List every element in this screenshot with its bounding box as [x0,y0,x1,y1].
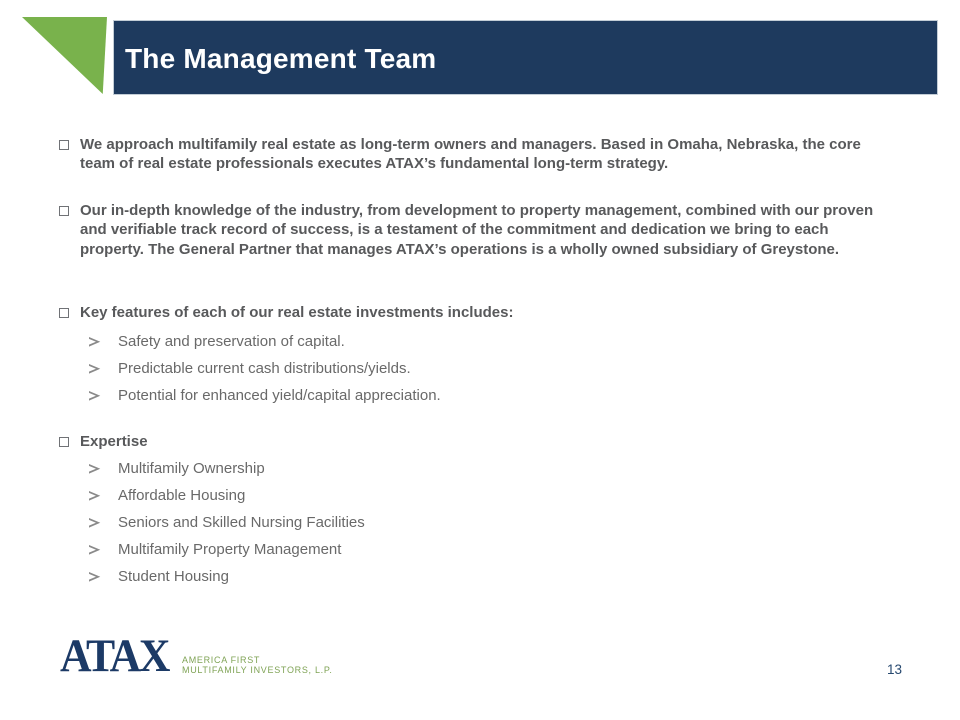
bullet-text: Expertise [80,433,148,450]
square-bullet-icon [59,206,69,216]
arrow-bullet-icon [89,463,101,474]
bullet-group-knowledge [56,201,884,259]
logo-subtitle-line2: MULTIFAMILY INVESTORS, L.P. [182,664,333,675]
corner-accent-triangle-icon [22,17,107,94]
bullet-item [56,135,884,174]
bullet-group-key-features [56,303,884,409]
list-item [56,509,884,536]
list-item [56,563,884,590]
sub-bullet-text: Predictable current cash distributions/yields. [118,360,411,378]
sub-bullet-text: Seniors and Skilled Nursing Facilities [118,514,365,532]
list-item [56,482,884,509]
bullet-item [56,432,884,451]
atax-logo: ATAX [60,630,169,682]
logo-subtitle-line1: AMERICA FIRST [182,655,261,665]
bullet-text: Our in-depth knowledge of the industry, from development to property management, combined with our proven and verifiable track record of success, is a testament of the commitment and dedication we bring to each property. The General Partner that manages ATAX’s operations is a wholly owned subsidiary of Greystone. [80,202,874,258]
sub-bullet-list [56,328,884,409]
bullet-text: Key features of each of our real estate investments includes: [80,304,514,321]
bullet-item [56,303,884,322]
page-title: The Management Team [125,42,437,74]
sub-bullet-list [56,455,884,590]
bullet-group-expertise [56,432,884,590]
sub-bullet-text: Safety and preservation of capital. [118,333,345,351]
sub-bullet-text: Affordable Housing [118,487,246,505]
arrow-bullet-icon [89,490,101,501]
sub-bullet-text: Potential for enhanced yield/capital appreciation. [118,387,441,405]
page-number: 13 [887,662,903,677]
arrow-bullet-icon [89,517,101,528]
arrow-bullet-icon [89,571,101,582]
sub-bullet-text: Student Housing [118,568,229,586]
square-bullet-icon [59,140,69,150]
square-bullet-icon [59,437,69,447]
list-item [56,536,884,563]
bullet-group-overview [56,135,884,174]
bullet-text: We approach multifamily real estate as long-term owners and managers. Based in Omaha, Nebraska, the core team of real estate professionals executes ATAX’s fundamental long-term strategy. [80,136,861,173]
atax-logo-subtitle [182,656,333,675]
arrow-bullet-icon [89,363,101,374]
arrow-bullet-icon [89,544,101,555]
arrow-bullet-icon [89,336,101,347]
sub-bullet-text: Multifamily Property Management [118,541,342,559]
sub-bullet-text: Multifamily Ownership [118,460,265,478]
arrow-bullet-icon [89,390,101,401]
list-item [56,355,884,382]
list-item [56,382,884,409]
list-item [56,328,884,355]
square-bullet-icon [59,308,69,318]
bullet-item [56,201,884,259]
list-item [56,455,884,482]
title-bar [113,20,938,95]
